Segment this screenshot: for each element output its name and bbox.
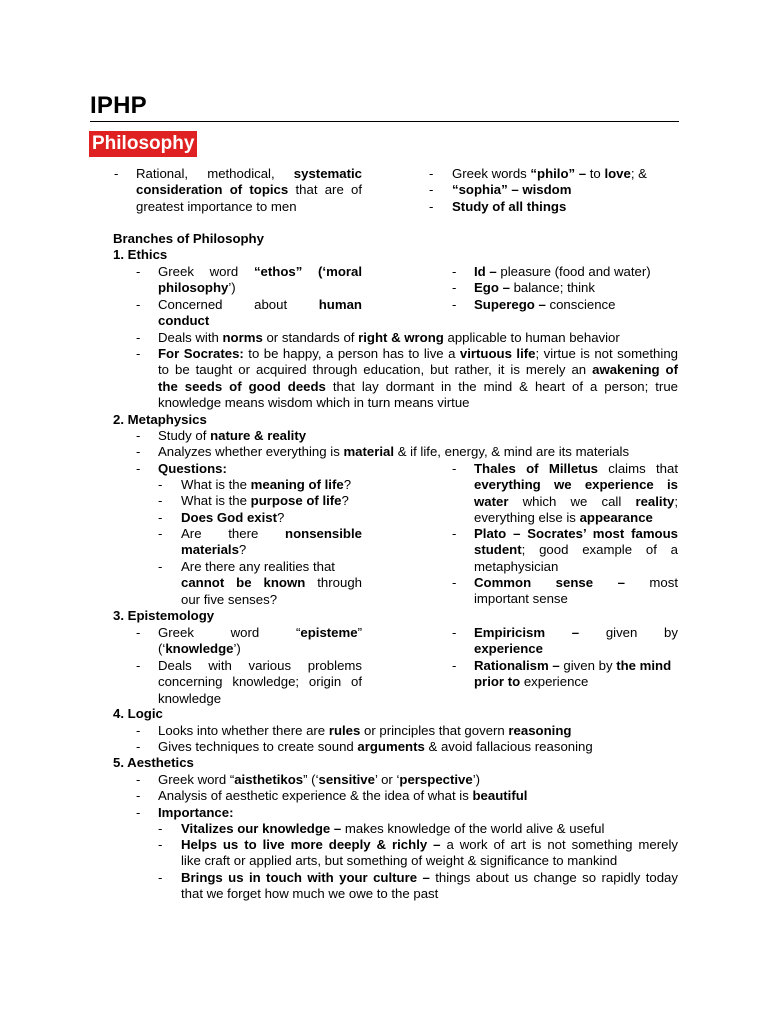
logic-techniques: Gives techniques to create sound arguments & avoid fallacious reasoning (158, 739, 593, 754)
question-meaning-of-life: What is the meaning of life? (181, 477, 352, 492)
bullet-dash: - (429, 199, 434, 214)
bullet-dash: - (136, 788, 141, 803)
bullet-dash: - (114, 166, 119, 181)
aesthetics-greek-word: Greek word “aisthetikos” (‘sensitive’ or ‘perspective’) (158, 772, 481, 787)
epistemology-greek-word: Greek word “episteme” (‘knowledge’) (158, 625, 362, 657)
ethics-concerned: Concerned about human conduct (158, 297, 362, 329)
bullet-dash: - (452, 575, 457, 590)
bullet-dash: - (136, 805, 141, 820)
bullet-dash: - (452, 264, 457, 279)
ethics-id: Id – pleasure (food and water) (474, 264, 651, 279)
section-heading-philosophy: Philosophy (89, 131, 197, 157)
metaphysics-analyzes: Analyzes whether everything is material & if life, energy, & mind are its materials (158, 444, 630, 459)
bullet-dash: - (158, 510, 163, 525)
intro-greek-words: Greek words “philo” – to love; & (452, 166, 647, 181)
bullet-dash: - (452, 526, 457, 541)
ethics-socrates: For Socrates: to be happy, a person has to live a virtuous life; virtue is not something to be taught or acquired through education, but rather, it is merely an awakening of the seeds of good deeds that lay dormant in the mind & heart of a person; true knowledge means wisdom which in turn means virtue (158, 346, 678, 411)
bullet-dash: - (136, 330, 141, 345)
bullet-dash: - (136, 625, 141, 640)
intro-study: Study of all things (452, 199, 567, 214)
metaphysics-heading: 2. Metaphysics (113, 412, 207, 427)
aesthetics-analysis: Analysis of aesthetic experience & the idea of what is beautiful (158, 788, 528, 803)
bullet-dash: - (452, 280, 457, 295)
bullet-dash: - (452, 625, 457, 640)
bullet-dash: - (158, 870, 163, 885)
bullet-dash: - (136, 461, 141, 476)
epistemology-deals: Deals with various problems concerning knowledge; origin of knowledge (158, 658, 362, 706)
ethics-greek-word: Greek word “ethos” (‘moral philosophy’) (158, 264, 362, 296)
bullet-dash: - (136, 444, 141, 459)
intro-definition: Rational, methodical, systematic consideration of topics that are of greatest importance to men (136, 166, 363, 214)
ethics-heading: 1. Ethics (113, 247, 168, 262)
question-realities: Are there any realities that cannot be known through our five senses? (181, 559, 362, 607)
epistemology-empiricism: Empiricism – given by experience (474, 625, 678, 657)
bullet-dash: - (158, 493, 163, 508)
importance-culture: Brings us in touch with your culture – things about us change so rapidly today that we forget how much we owe to the past (181, 870, 678, 902)
metaphysics-thales: Thales of Milletus claims that everything we experience is water which we call reality; everything else is appearance (474, 461, 678, 526)
question-nonsensible: Are there nonsensible materials? (181, 526, 362, 558)
epistemology-heading: 3. Epistemology (113, 608, 215, 623)
importance-live-deeply: Helps us to live more deeply & richly – a work of art is not something merely like craft or applied arts, but something of weight & significance to mankind (181, 837, 678, 869)
ethics-superego: Superego – conscience (474, 297, 616, 312)
question-purpose-of-life: What is the purpose of life? (181, 493, 349, 508)
metaphysics-questions: Questions: (158, 461, 227, 476)
logic-rules: Looks into whether there are rules or principles that govern reasoning (158, 723, 572, 738)
bullet-dash: - (136, 723, 141, 738)
aesthetics-heading: 5. Aesthetics (113, 755, 194, 770)
bullet-dash: - (158, 559, 163, 574)
bullet-dash: - (158, 526, 163, 541)
bullet-dash: - (136, 346, 141, 361)
branches-heading: Branches of Philosophy (113, 231, 264, 246)
ethics-norms: Deals with norms or standards of right & wrong applicable to human behavior (158, 330, 620, 345)
bullet-dash: - (158, 821, 163, 836)
bullet-dash: - (452, 297, 457, 312)
bullet-dash: - (429, 182, 434, 197)
bullet-dash: - (158, 477, 163, 492)
bullet-dash: - (452, 461, 457, 476)
ethics-ego: Ego – balance; think (474, 280, 595, 295)
bullet-dash: - (452, 658, 457, 673)
bullet-dash: - (136, 297, 141, 312)
logic-heading: 4. Logic (113, 706, 163, 721)
bullet-dash: - (136, 428, 141, 443)
bullet-dash: - (136, 658, 141, 673)
title-underline (90, 121, 679, 122)
importance-vitalizes: Vitalizes our knowledge – makes knowledge of the world alive & useful (181, 821, 605, 836)
question-god-exist: Does God exist? (181, 510, 285, 525)
document-title: IPHP (90, 92, 147, 119)
bullet-dash: - (136, 739, 141, 754)
bullet-dash: - (136, 264, 141, 279)
aesthetics-importance: Importance: (158, 805, 234, 820)
bullet-dash: - (158, 837, 163, 852)
metaphysics-common-sense: Common sense – most important sense (474, 575, 678, 607)
epistemology-rationalism: Rationalism – given by the mind prior to experience (474, 658, 672, 690)
bullet-dash: - (136, 772, 141, 787)
bullet-dash: - (429, 166, 434, 181)
metaphysics-study: Study of nature & reality (158, 428, 307, 443)
metaphysics-plato: Plato – Socrates’ most famous student; good example of a metaphysician (474, 526, 678, 574)
intro-sophia: “sophia” – wisdom (452, 182, 572, 197)
